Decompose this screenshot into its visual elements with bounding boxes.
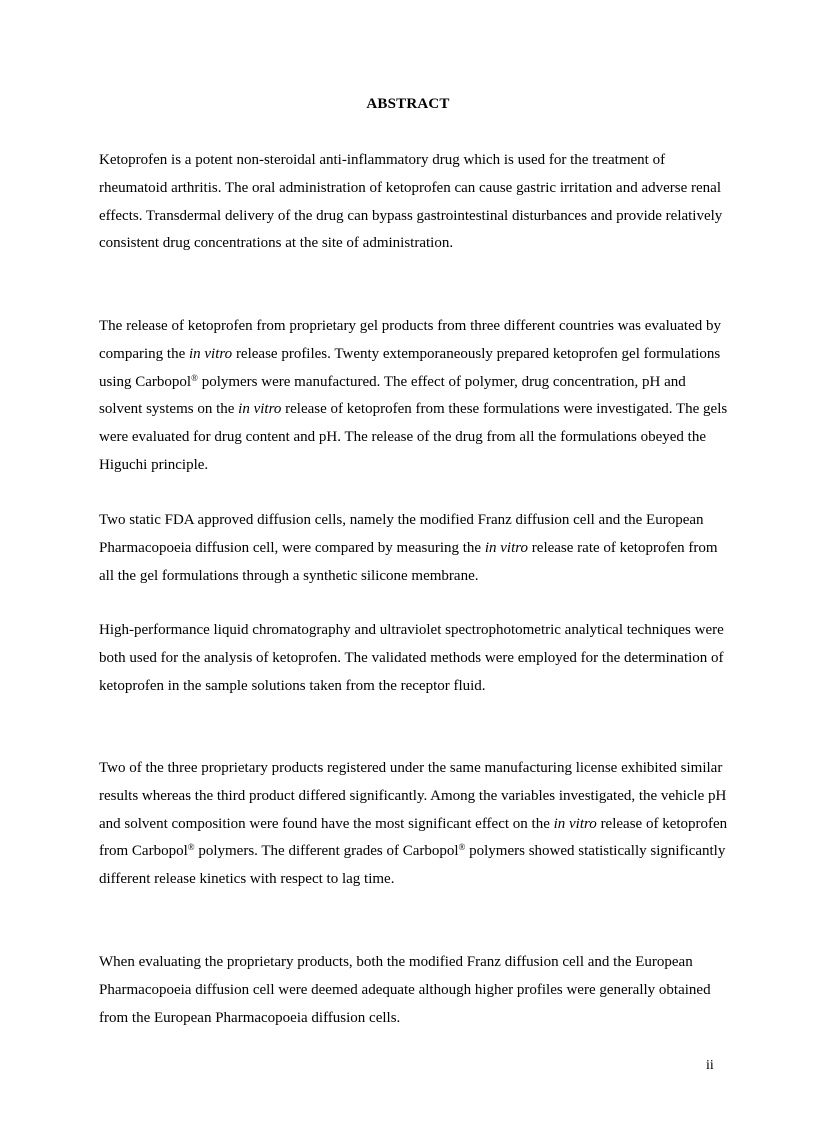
registered-mark: ® xyxy=(458,842,466,853)
registered-mark: ® xyxy=(191,372,198,383)
registered-mark: ® xyxy=(187,842,195,853)
italic-in-vitro: in vitro xyxy=(238,401,282,418)
paragraph-conclusion: When evaluating the proprietary products, both the modified Franz diffusion cell and the European Pharmacopoeia diffusion cell were deemed adequate although higher profiles were generally obtained from the European Pharmacopoeia diffusion cells. xyxy=(99,954,711,1026)
italic-in-vitro: in vitro xyxy=(188,345,233,362)
abstract-heading: ABSTRACT xyxy=(366,96,450,112)
paragraph-results: Two of the three proprietary products registered under the same manufacturing license exhibited similar results whereas the third product differed significantly. Among the variables investigated, the vehicle pH and solvent composition were found have the most significant effect on the in vitro release of ketoprofen from Carbopol® polymers. The different grades of Carbopol® polymers showed statistically significantly different release kinetics with respect to lag time. xyxy=(99,760,728,888)
paragraph-diffusion-cells: Two static FDA approved diffusion cells, namely the modified Franz diffusion cell and the European Pharmacopoeia diffusion cell, were compared by measuring the in vitro release rate of ketoprofen from all the gel formulations through a synthetic silicone membrane. xyxy=(99,512,718,584)
page-number: ii xyxy=(706,1058,714,1073)
paragraph-formulations: The release of ketoprofen from proprietary gel products from three different countries was evaluated by comparing the in vitro release profiles. Twenty extemporaneously prepared ketoprofen gel formulations using Carbopol® polymers were manufactured. The effect of polymer, drug concentration, pH and solvent systems on the in vitro release of ketoprofen from these formulations were investigated. The gels were evaluated for drug content and pH. The release of the drug from all the formulations obeyed the Higuchi principle. xyxy=(99,318,728,473)
paragraph-intro: Ketoprofen is a potent non-steroidal anti-inflammatory drug which is used for the treatment of rheumatoid arthritis. The oral administration of ketoprofen can cause gastric irritation and adverse renal effects. Transdermal delivery of the drug can bypass gastrointestinal disturbances and provide relatively consistent drug concentrations at the site of administration. xyxy=(99,152,723,252)
italic-in-vitro: in vitro xyxy=(484,539,529,556)
paragraph-analysis: High-performance liquid chromatography and ultraviolet spectrophotometric analytical techniques were both used for the analysis of ketoprofen. The validated methods were employed for the determination of ketoprofen in the sample solutions taken from the receptor fluid. xyxy=(99,622,724,694)
italic-in-vitro: in vitro xyxy=(553,815,597,832)
